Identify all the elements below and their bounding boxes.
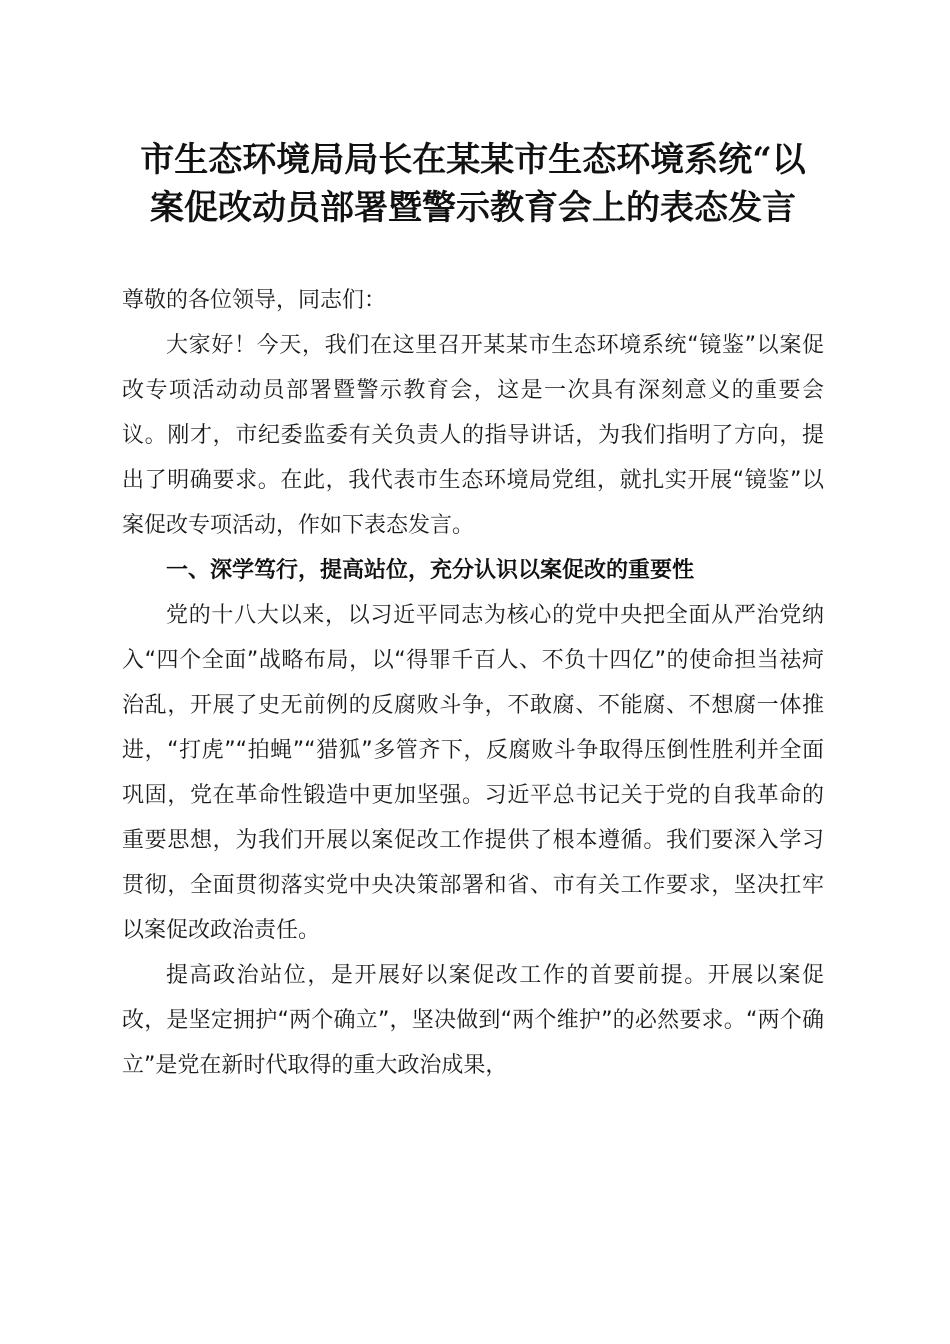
title-line-2: 案促改动员部署暨警示教育会上的表态发言 (150, 188, 796, 228)
document-body (122, 278, 824, 1088)
paragraph-section-1-b: 提高政治站位，是开展好以案促改工作的首要前提。开展以案促改，是坚定拥护“两个确立”，坚决做到“两个维护”的必然要求。“两个确立”是党在新时代取得的重大政治成果， (122, 963, 824, 1078)
salutation: 尊敬的各位领导，同志们： (122, 288, 387, 313)
title-line-1: 市生态环境局局长在某某市生态环境系统“以 (140, 140, 806, 180)
section-heading-1: 一、深学笃行，提高站位，充分认识以案促改的重要性 (166, 558, 695, 583)
paragraph-opening: 大家好！今天，我们在这里召开某某市生态环境系统“镜鉴”以案促改专项活动动员部署暨警示教育会，这是一次具有深刻意义的重要会议。刚才，市纪委监委有关负责人的指导讲话，为我们指明了方向，提出了明确要求。在此，我代表市生态环境局党组，就扎实开展“镜鉴”以案促改专项活动，作如下表态发言。 (122, 333, 824, 538)
paragraph-section-1-a: 党的十八大以来，以习近平同志为核心的党中央把全面从严治党纳入“四个全面”战略布局，以“得罪千百人、不负十四亿”的使命担当祛疴治乱，开展了史无前例的反腐败斗争，不敢腐、不能腐、不想腐一体推进，“打虎”“拍蝇”“猎狐”多管齐下，反腐败斗争取得压倒性胜利并全面巩固，党在革命性锻造中更加坚强。习近平总书记关于党的自我革命的重要思想，为我们开展以案促改工作提供了根本遵循。我们要深入学习贯彻，全面贯彻落实党中央决策部署和省、市有关工作要求，坚决扛牢以案促改政治责任。 (122, 603, 824, 943)
document-title (116, 136, 830, 232)
